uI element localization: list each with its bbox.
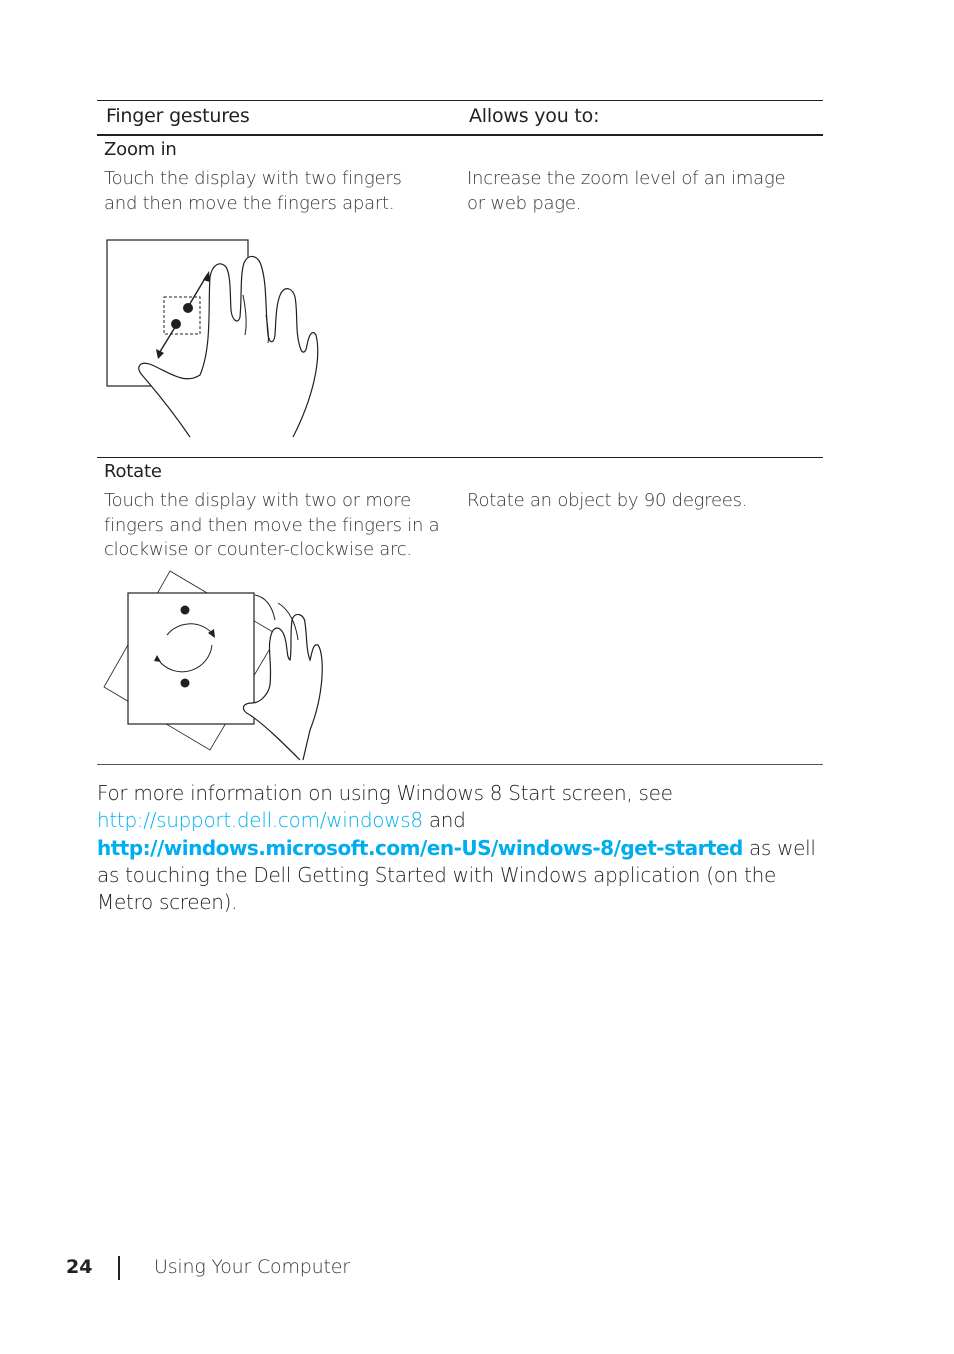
rotate-gesture-illustration — [100, 565, 330, 765]
row-title-zoom-in: Zoom in — [104, 139, 177, 160]
support-dell-link[interactable]: http://support.dell.com/windows8 — [97, 808, 423, 833]
hand-outline — [243, 614, 322, 760]
row-description-rotate: Touch the display with two or more fingers and then move the fingers in a clockwise or counter-clockwise arc. — [104, 490, 440, 560]
windows-microsoft-link[interactable]: http://windows.microsoft.com/en-US/windows-8/get-started — [97, 835, 743, 860]
header-allows-you-to: Allows you to: — [469, 105, 600, 127]
info-outro: as well as touching the Dell Getting Started with Windows application (on the Metro screen). — [97, 835, 816, 915]
footer-section-title: Using Your Computer — [154, 1256, 350, 1278]
screen-outline — [128, 593, 254, 724]
row-description-zoom-in: Touch the display with two fingers and then move the fingers apart. — [104, 168, 402, 214]
info-paragraph — [97, 780, 827, 916]
table-header-rule — [97, 134, 823, 136]
header-finger-gestures: Finger gestures — [106, 105, 250, 127]
info-and: and — [428, 808, 466, 833]
table-top-rule — [97, 100, 823, 101]
row-result-rotate: Rotate an object by 90 degrees. — [467, 490, 748, 511]
row-divider-rule — [97, 457, 823, 458]
row-title-rotate: Rotate — [104, 461, 162, 482]
footer-divider — [118, 1256, 120, 1280]
touch-point-icon — [171, 319, 181, 329]
row-result-zoom-in: Increase the zoom level of an image or web page. — [467, 168, 786, 214]
touch-point-icon — [183, 303, 193, 313]
hand-outline — [255, 595, 275, 620]
touch-point-icon — [181, 679, 190, 688]
zoom-gesture-illustration — [100, 235, 320, 440]
page-number: 24 — [66, 1256, 93, 1278]
touch-point-icon — [181, 606, 190, 615]
info-intro: For more information on using Windows 8 Start screen, see — [97, 781, 673, 805]
